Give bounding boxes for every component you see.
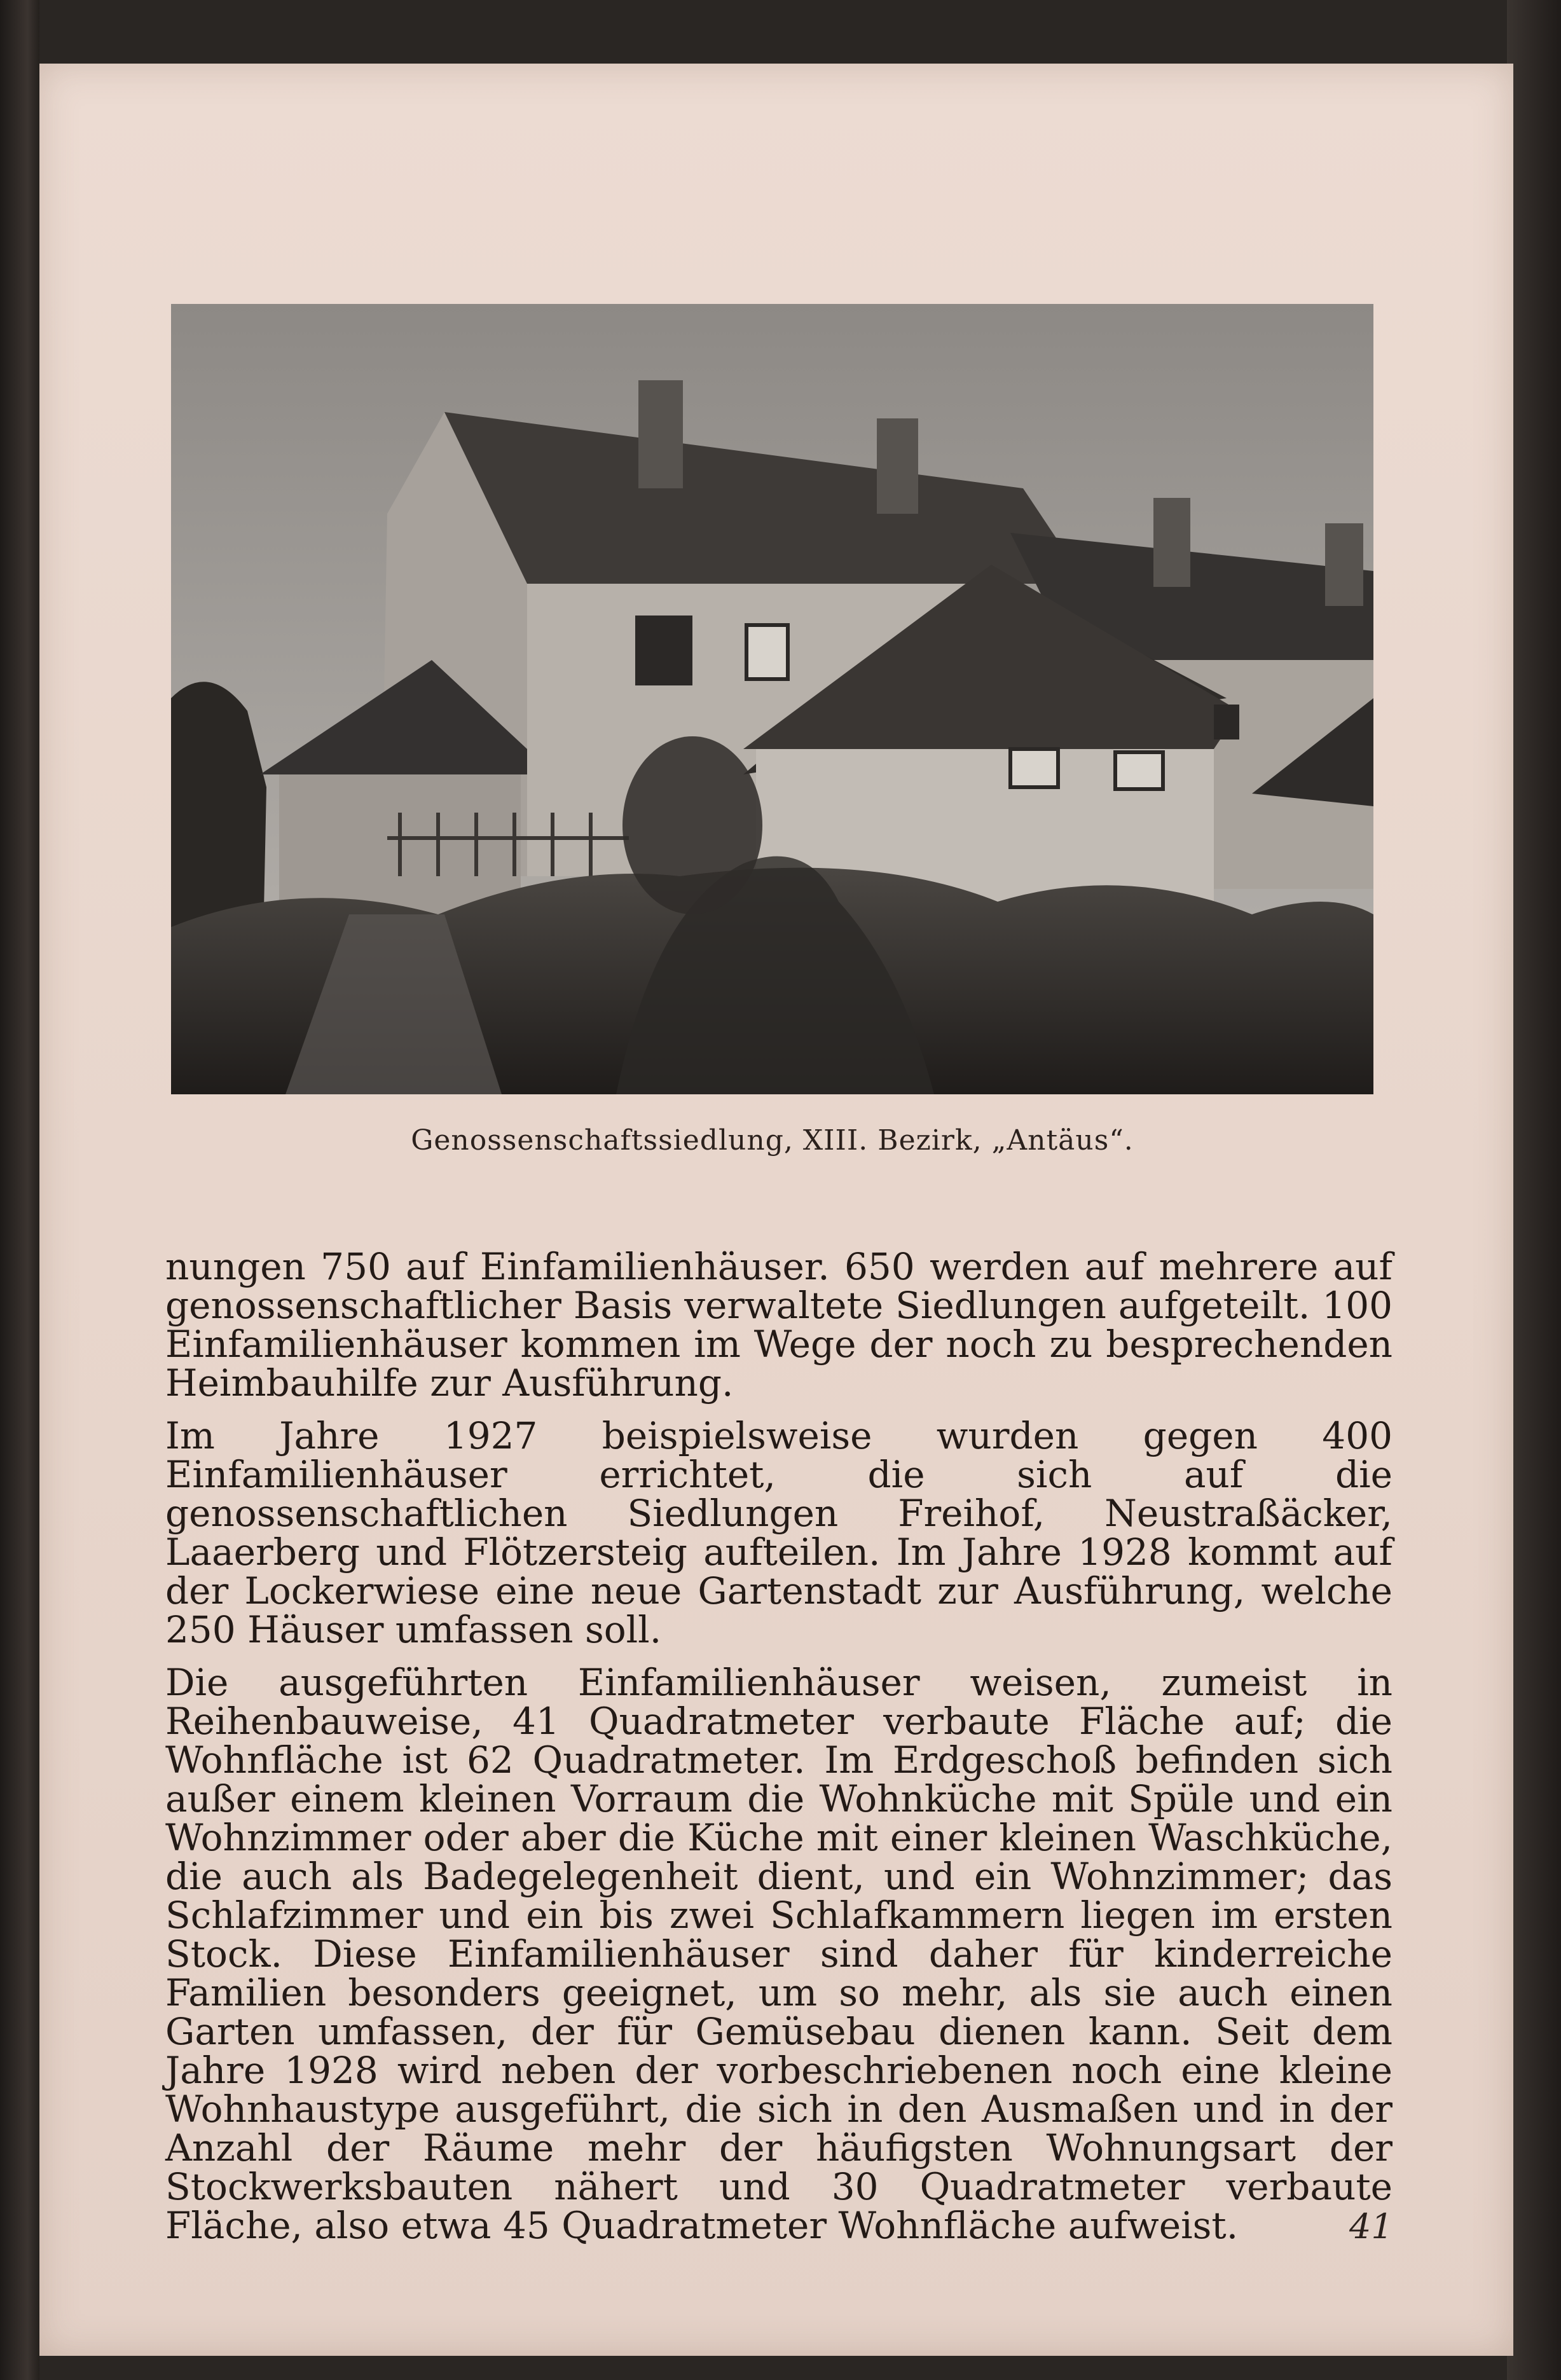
paragraph: Im Jahre 1927 beispielsweise wurden gegen 400 Einfamilienhäuser errichtet, die sich auf die genossenschaftlichen Siedlungen Freihof, Neustraßäcker, Laaerberg und Flötzersteig aufteilen. Im Jahre 1928 kommt auf der Lockerwiese eine neue Gartenstadt zur Ausführung, welche 250 Häuser umfassen soll. <box>165 1414 1393 1651</box>
book-page <box>39 64 1513 2356</box>
book-edge <box>1507 0 1561 2380</box>
paragraph: Die ausgeführten Einfamilienhäuser weisen, zumeist in Reihenbauweise, 41 Quadratmeter verbaute Fläche auf; die Wohnfläche ist 62 Quadratmeter. Im Erdgeschoß befinden sich außer einem kleinen Vorraum die Wohnküche mit Spüle und ein Wohnzimmer oder aber die Küche mit einer kleinen Waschküche, die auch als Badegelegenheit dient, und ein Wohnzimmer; das Schlafzimmer und ein bis zwei Schlafkammern liegen im ersten Stock. Diese Einfamilienhäuser sind daher für kinderreiche Familien besonders geeignet, um so mehr, als sie auch einen Garten umfassen, der für Gemüsebau dienen kann. Seit dem Jahre 1928 wird neben der vorbeschriebenen noch eine kleine Wohnhaustype ausgeführt, die sich in den Ausmaßen und in der Anzahl der Räume mehr der häufigsten Wohnungsart der Stockwerksbauten nähert und 30 Quadratmeter verbaute Fläche, also etwa 45 Quadratmeter Wohnfläche aufweist. <box>165 1661 1393 2247</box>
paragraph: nungen 750 auf Einfamilienhäuser. 650 werden auf mehrere auf genossenschaftlicher Basis verwaltete Siedlungen aufgeteilt. 100 Einfamilienhäuser kommen im Wege der noch zu besprechenden Heimbauhilfe zur Ausführung. <box>165 1245 1393 1405</box>
settlement-photo <box>171 304 1373 1094</box>
body-text <box>165 1245 1393 2259</box>
photo-caption: Genossenschaftssiedlung, XIII. Bezirk, „Antäus“. <box>411 1124 1134 1157</box>
book-binding <box>0 0 39 2380</box>
page-number: 41 <box>1349 2206 1393 2246</box>
